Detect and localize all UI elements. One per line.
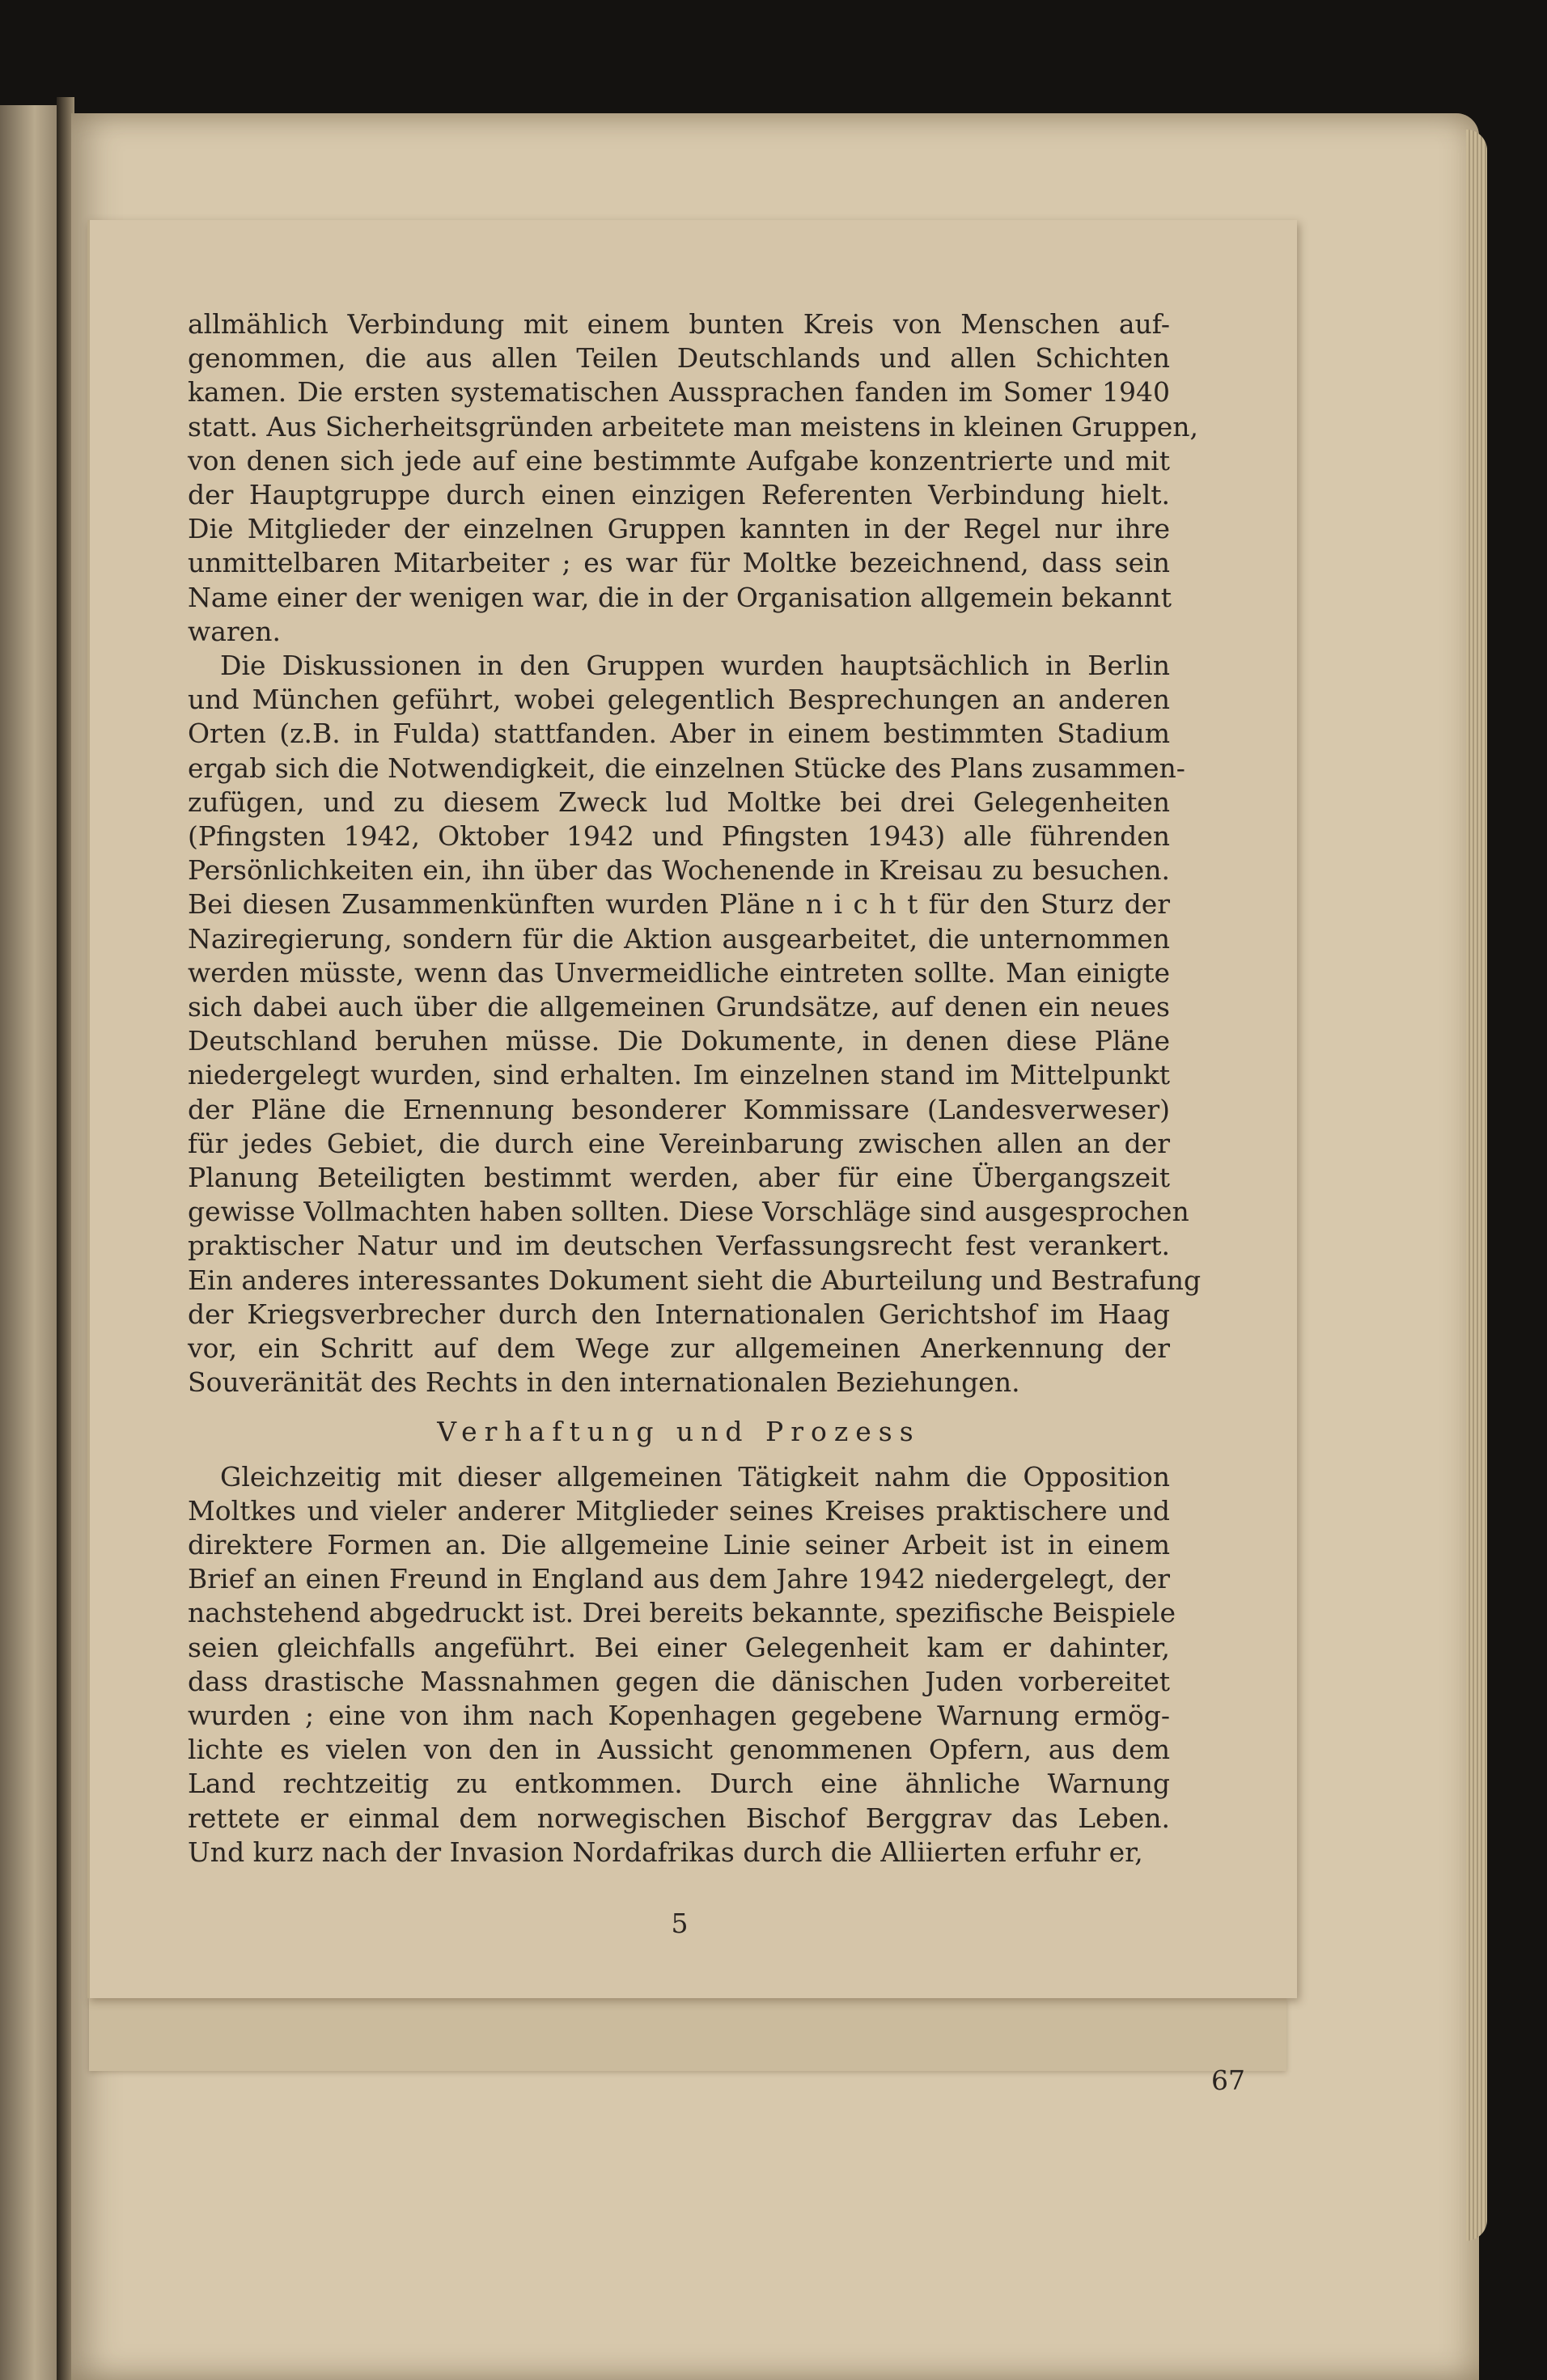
sheet-page-number: 5 [671,1908,689,1939]
text-line: Land rechtzeitig zu entkommen. Durch eine ähnliche Warnung [188,1768,1170,1800]
text-line: Orten (z.B. in Fulda) stattfanden. Aber in einem bestimmten Stadium [188,718,1170,750]
text-line: Die Diskussionen in den Gruppen wurden hauptsächlich in Berlin [220,650,1170,682]
insert-sheet-underlay [89,1998,1286,2071]
section-heading: Verhaftung und Prozess [437,1415,921,1447]
text-line: Name einer der wenigen war, die in der Organisation allgemein bekannt [188,581,1172,613]
text-line: Planung Beteiligten bestimmt werden, aber für eine Übergangszeit [188,1162,1170,1194]
paragraph [188,307,1199,649]
text-line: direktere Formen an. Die allgemeine Linie seiner Arbeit ist in einem [188,1528,1170,1561]
text-line: für jedes Gebiet, die durch eine Vereinbarung zwischen allen an der [188,1127,1170,1159]
text-line: dass drastische Massnahmen gegen die dänischen Juden vorbereitet [188,1665,1170,1697]
text-line: Moltkes und vieler anderer Mitglieder seines Kreises praktischere und [188,1494,1170,1527]
text-line: vor, ein Schritt auf dem Wege zur allgemeinen Anerkennung der [188,1332,1170,1365]
paragraph [188,649,1202,1400]
text-line: gewisse Vollmachten haben sollten. Diese Vorschläge sind ausgesprochen [188,1196,1189,1228]
text-line: zufügen, und zu diesem Zweck lud Moltke bei drei Gelegenheiten [188,786,1170,818]
adjacent-left-page [0,105,63,2380]
text-line: Die Mitglieder der einzelnen Gruppen kannten in der Regel nur ihre [188,513,1170,545]
text-line: Souveränität des Rechts in den internationalen Beziehungen. [188,1366,1020,1399]
paragraphs-after-heading [188,1460,1176,1870]
text-line: waren. [188,615,281,647]
text-line: Brief an einen Freund in England aus dem Jahre 1942 niedergelegt, der [188,1563,1170,1595]
book-page-number: 67 [1211,2065,1245,2096]
text-line: der Pläne die Ernennung besonderer Kommissare (Landesverweser) [188,1093,1170,1125]
text-line: unmittelbaren Mitarbeiter ; es war für Moltke bezeichnend, dass sein [188,547,1170,579]
text-line: Gleichzeitig mit dieser allgemeinen Tätigkeit nahm die Opposition [220,1460,1170,1493]
body-text [188,307,1202,1870]
text-line: (Pfingsten 1942, Oktober 1942 und Pfingsten 1943) alle führenden [188,820,1170,853]
text-line: Bei diesen Zusammenkünften wurden Pläne n i c h t für den Sturz der [188,888,1170,921]
text-line: sich dabei auch über die allgemeinen Grundsätze, auf denen ein neues [188,991,1170,1023]
page-edges [1466,129,1487,2241]
text-line: ergab sich die Notwendigkeit, die einzelnen Stücke des Plans zusammen- [188,752,1185,784]
paragraphs-before-heading [188,307,1202,1400]
text-line: praktischer Natur und im deutschen Verfassungsrecht fest verankert. [188,1230,1170,1262]
text-line: genommen, die aus allen Teilen Deutschlands und allen Schichten [188,342,1170,375]
text-line: seien gleichfalls angeführt. Bei einer Gelegenheit kam er dahinter, [188,1631,1170,1663]
text-line: Ein anderes interessantes Dokument sieht die Aburteilung und Bestrafung [188,1264,1202,1296]
text-line: rettete er einmal dem norwegischen Bischof Berggrav das Leben. [188,1802,1170,1834]
text-line: wurden ; eine von ihm nach Kopenhagen gegebene Warnung ermög- [188,1699,1170,1731]
text-line: statt. Aus Sicherheitsgründen arbeitete man meistens in kleinen Gruppen, [188,410,1199,443]
text-line: niedergelegt wurden, sind erhalten. Im einzelnen stand im Mittelpunkt [188,1059,1170,1091]
text-line: lichte es vielen von den in Aussicht genommenen Opfern, aus dem [188,1734,1170,1766]
text-line: der Kriegsverbrecher durch den Internationalen Gerichtshof im Haag [188,1298,1170,1330]
text-line: kamen. Die ersten systematischen Aussprachen fanden im Somer 1940 [188,376,1170,409]
text-line: werden müsste, wenn das Unvermeidliche eintreten sollte. Man einigte [188,956,1170,989]
text-line: Und kurz nach der Invasion Nordafrikas durch die Alliierten erfuhr er, [188,1836,1143,1868]
text-line: Deutschland beruhen müsse. Die Dokumente, in denen diese Pläne [188,1025,1170,1057]
text-line: nachstehend abgedruckt ist. Drei bereits bekannte, spezifische Beispiele [188,1597,1176,1629]
text-line: allmählich Verbindung mit einem bunten Kreis von Menschen auf- [188,308,1170,340]
paragraph [188,1460,1176,1870]
text-line: der Hauptgruppe durch einen einzigen Referenten Verbindung hielt. [188,479,1170,511]
text-line: Naziregierung, sondern für die Aktion ausgearbeitet, die unternommen [188,922,1170,955]
text-line: und München geführt, wobei gelegentlich Besprechungen an anderen [188,684,1170,716]
text-line: Persönlichkeiten ein, ihn über das Wochenende in Kreisau zu besuchen. [188,854,1170,887]
text-line: von denen sich jede auf eine bestimmte Aufgabe konzentrierte und mit [188,444,1170,476]
